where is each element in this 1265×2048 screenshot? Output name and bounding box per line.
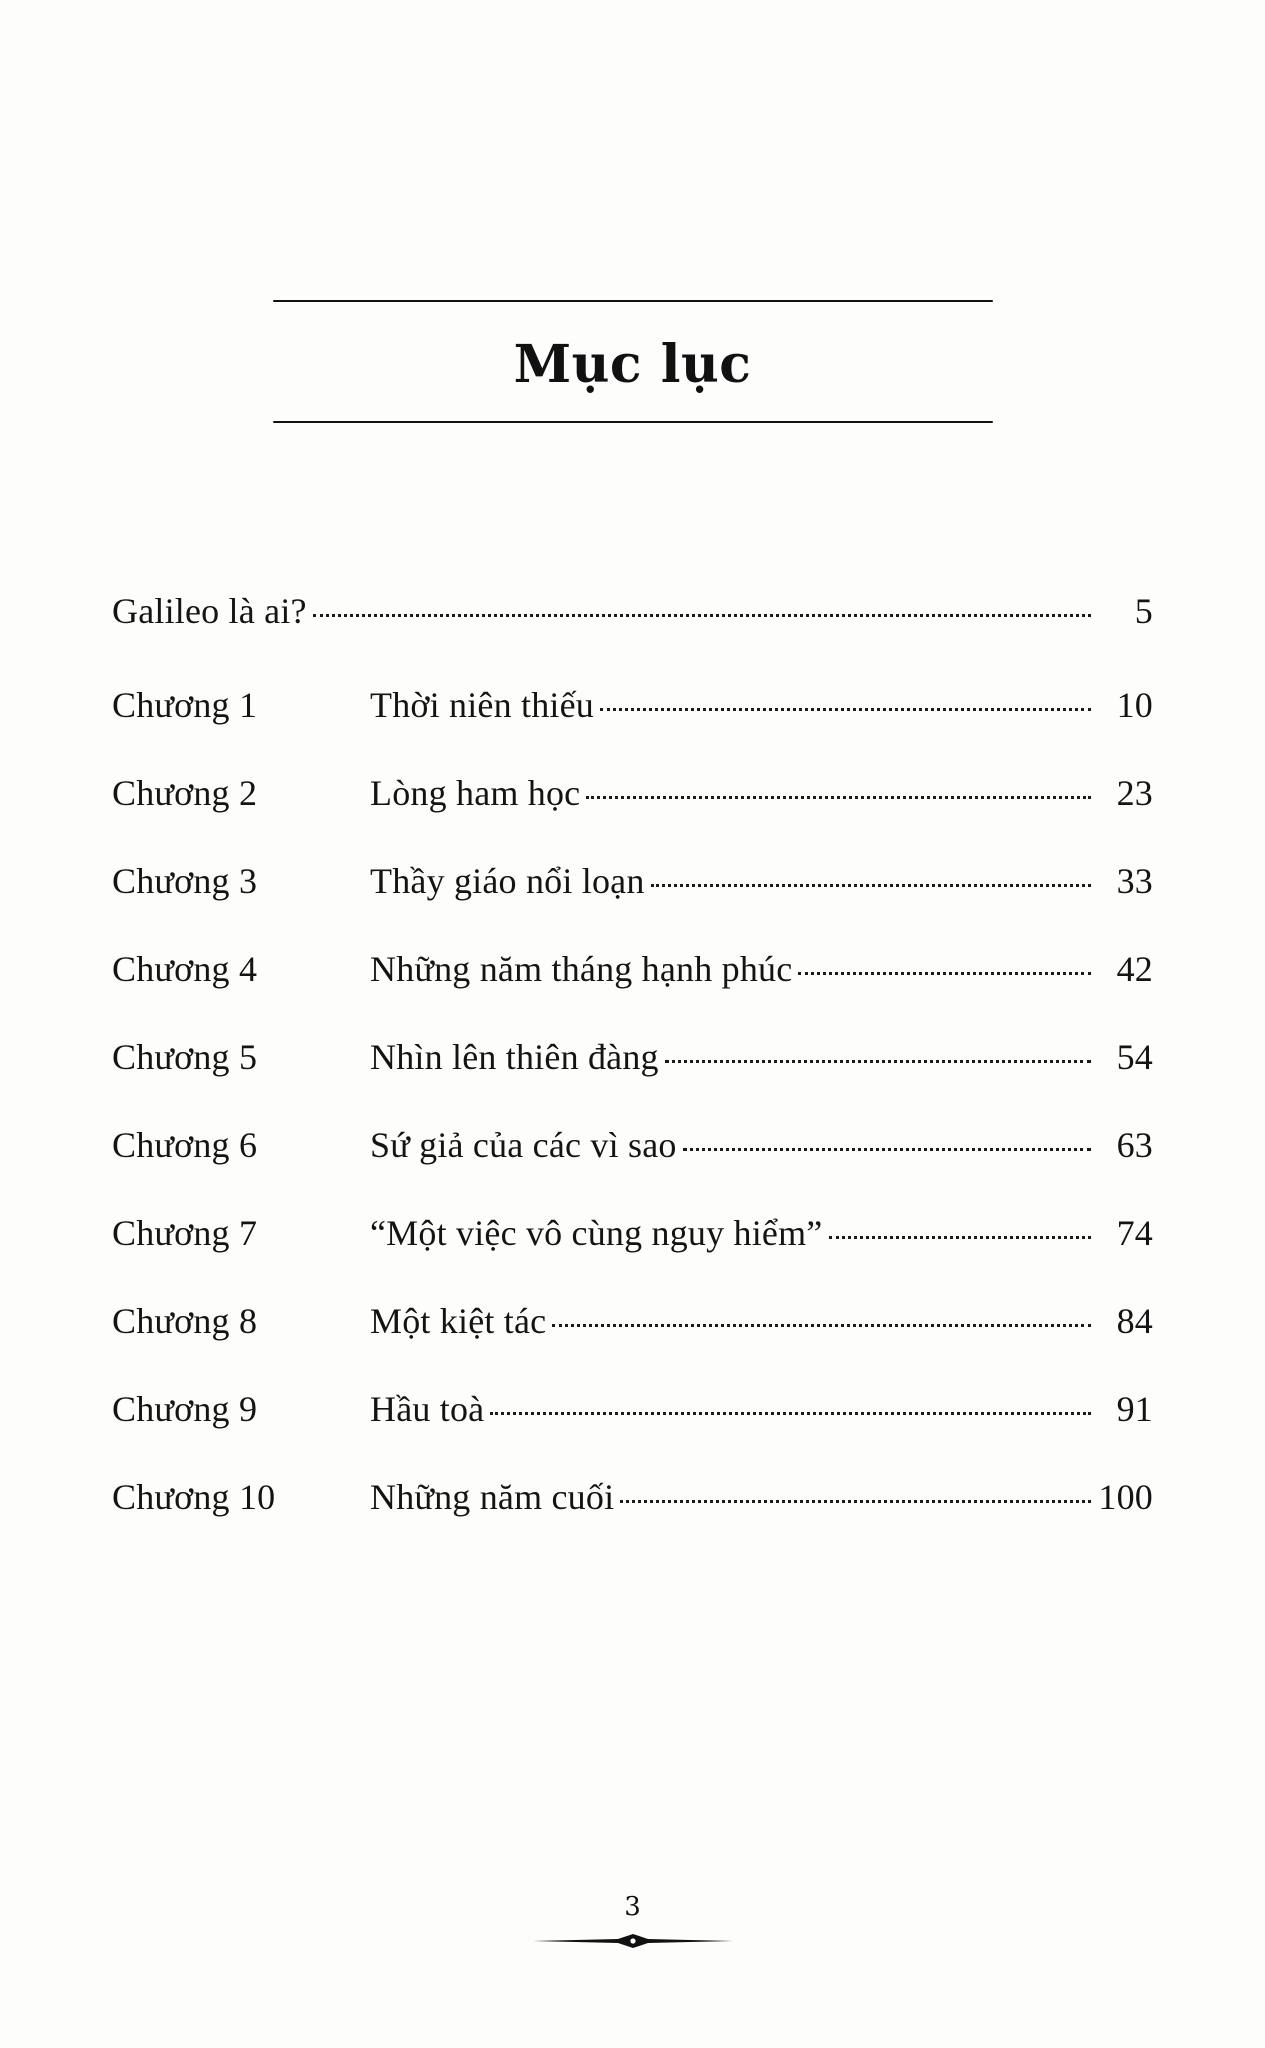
table-of-contents (112, 590, 1153, 1564)
dot-leader (586, 796, 1091, 799)
toc-entry (112, 1124, 1153, 1166)
chapter-title: Thầy giáo nổi loạn (370, 861, 645, 901)
chapter-title: Một kiệt tác (370, 1301, 547, 1341)
chapter-page: 42 (1116, 949, 1153, 989)
chapter-title: Hầu toà (370, 1389, 485, 1429)
dot-leader (620, 1500, 1091, 1503)
toc-entry (112, 1476, 1153, 1518)
dot-leader (665, 1060, 1091, 1063)
chapter-page: 23 (1116, 773, 1153, 813)
chapter-label: Chương 7 (112, 1213, 258, 1253)
toc-entry (112, 1212, 1153, 1254)
chapter-label: Chương 3 (112, 861, 258, 901)
page-footer (0, 1892, 1265, 1952)
page-title: Mục lục (513, 334, 752, 395)
chapter-label: Chương 6 (112, 1125, 258, 1165)
dot-leader (313, 614, 1091, 617)
chapter-label: Chương 10 (112, 1477, 276, 1517)
chapter-title: Những năm cuối (370, 1477, 615, 1517)
chapter-title: “Một việc vô cùng nguy hiểm” (370, 1213, 823, 1253)
chapter-label: Chương 5 (112, 1037, 258, 1077)
title-rule-top (273, 300, 993, 302)
chapter-page: 54 (1116, 1037, 1153, 1077)
chapter-label: Chương 9 (112, 1389, 258, 1429)
chapter-label: Chương 1 (112, 685, 258, 725)
toc-entry-intro (112, 590, 1153, 632)
dot-leader (600, 708, 1091, 711)
chapter-page: 74 (1116, 1213, 1153, 1253)
title-rule-bottom (273, 421, 993, 423)
toc-entry (112, 1300, 1153, 1342)
chapter-label: Chương 8 (112, 1301, 258, 1341)
chapter-page: 100 (1098, 1477, 1153, 1517)
chapter-title: Sứ giả của các vì sao (370, 1125, 677, 1165)
dot-leader (552, 1324, 1091, 1327)
chapter-title: Thời niên thiếu (370, 685, 594, 725)
chapter-page: 63 (1116, 1125, 1153, 1165)
page-number: 3 (624, 1892, 641, 1922)
title-block (0, 300, 1265, 423)
chapter-label: Chương 4 (112, 949, 258, 989)
dot-leader (490, 1412, 1091, 1415)
toc-entry (112, 1036, 1153, 1078)
chapter-page: 91 (1116, 1389, 1153, 1429)
chapter-page: 10 (1116, 685, 1153, 725)
footer-ornament-icon (523, 1930, 743, 1952)
toc-entry (112, 1388, 1153, 1430)
dot-leader (829, 1236, 1092, 1239)
toc-entry (112, 684, 1153, 726)
chapter-label: Chương 2 (112, 773, 258, 813)
chapter-title: Những năm tháng hạnh phúc (370, 949, 793, 989)
toc-entry (112, 860, 1153, 902)
toc-intro-label: Galileo là ai? (112, 591, 307, 631)
dot-leader (798, 972, 1091, 975)
chapter-title: Nhìn lên thiên đàng (370, 1037, 659, 1077)
dot-leader (683, 1148, 1091, 1151)
chapter-page: 84 (1116, 1301, 1153, 1341)
toc-intro-page: 5 (1134, 591, 1153, 631)
chapter-title: Lòng ham học (370, 773, 581, 813)
dot-leader (651, 884, 1091, 887)
toc-entry (112, 948, 1153, 990)
toc-entry (112, 772, 1153, 814)
chapter-page: 33 (1116, 861, 1153, 901)
